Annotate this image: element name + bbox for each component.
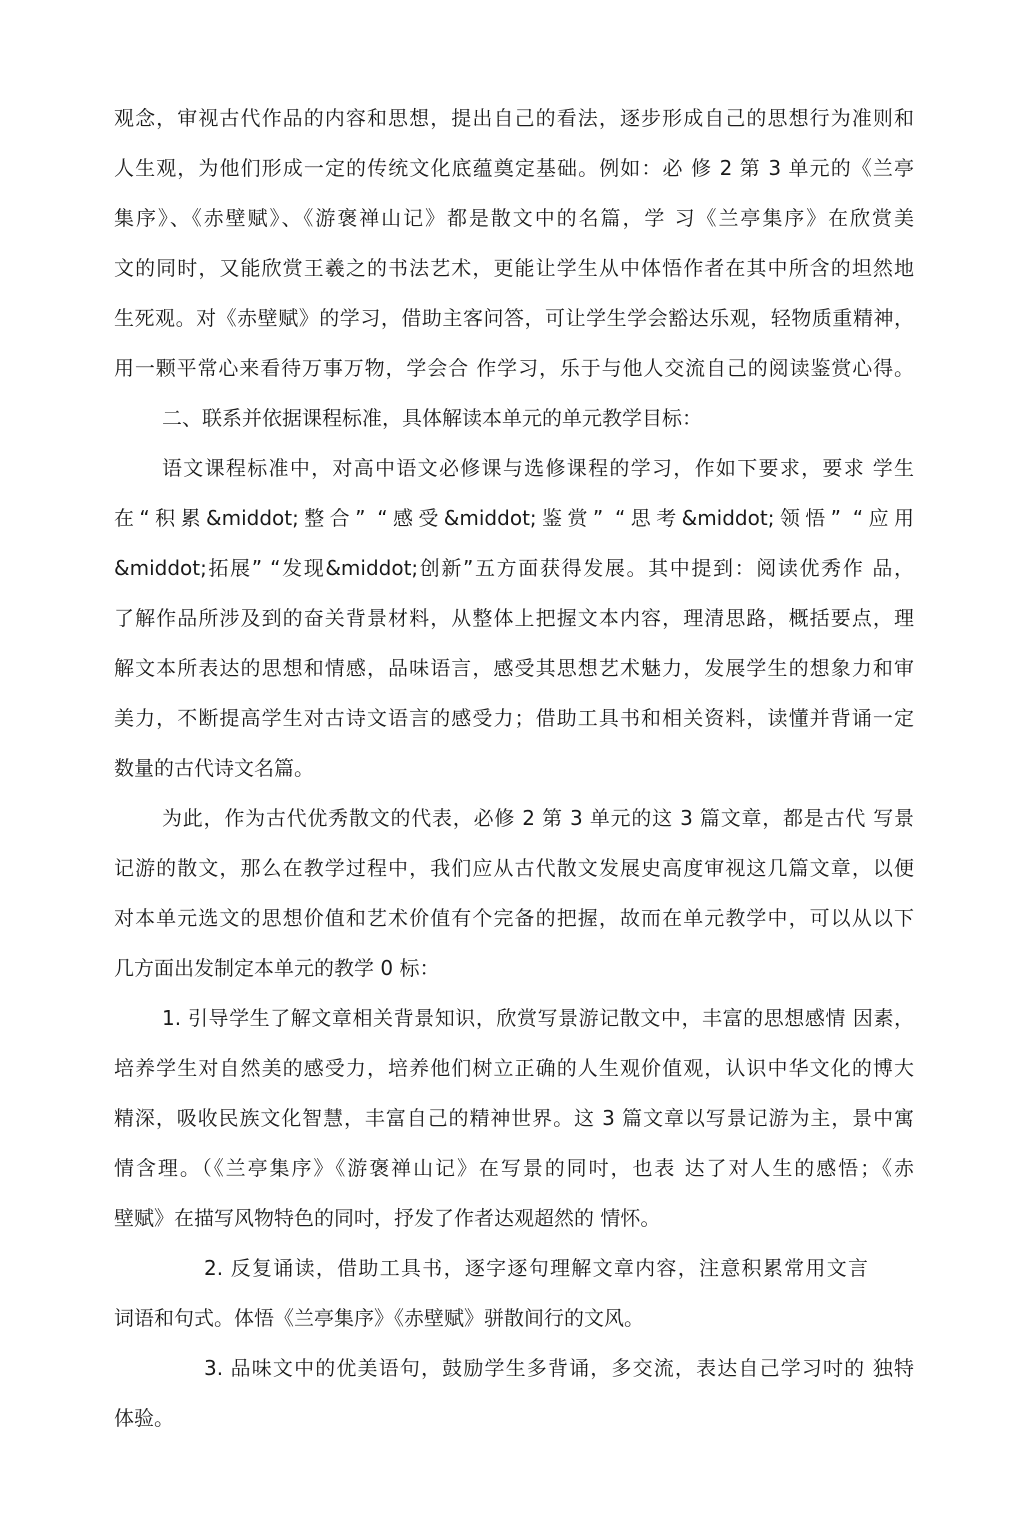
text-line: 记游的散文，那么在教学过程中，我们应从古代散文发展史高度审视这几篇文章，以便: [114, 856, 914, 880]
text-line: 壁赋》在描写风物特色的同吋，抒发了作者达观超然的 情怀。: [114, 1206, 661, 1230]
text-line: 观念，审视古代作品的内容和思想，提出自己的看法，逐步形成自己的思想行为准则和: [114, 106, 914, 130]
text-line: 体验。: [114, 1406, 174, 1430]
text-line: 对本单元选文的思想价值和艺术价值有个完备的把握，故而在单元教学中，可以从以下: [114, 906, 914, 930]
text-line: 人生观，为他们形成一定的传统文化底蕴奠定基础。例如：必 修 2 第 3 单元的《兰亭: [114, 156, 914, 180]
text-line: 培养学生对自然美的感受力，培养他们树立正确的人生观价值观，认识中华文化的博大: [114, 1056, 914, 1080]
text-line: 用一颗平常心来看待万事万物，学会合 作学习，乐于与他人交流自己的阅读鉴赏心得。: [114, 356, 914, 380]
text-line: 集序》、《赤壁赋》、《游褒禅山记》都是散文中的名篇，学 习《兰亭集序》在欣赏美: [114, 206, 914, 230]
text-line: 语文课程标准中，对高中语文必修课与选修课程的学习，作如下要求，要求 学生: [162, 456, 914, 480]
section-heading: 二、联系并依据课程标准，具体解读本单元的单元教学目标：: [162, 406, 702, 430]
text-line: 了解作品所涉及到的奋关背景材料，从整体上把握文本内容，理清思路，概括要点，理: [114, 606, 914, 630]
text-line: 情含理。（《兰亭集序》《游褒禅山记》在写景的同吋，也表 达了对人生的感悟；《赤: [114, 1156, 914, 1180]
text-line: 在“积累&middot;整合” “感受&middot;鉴赏” “思考&middot;领悟” “应用: [114, 506, 914, 530]
text-line: 词语和句式。体悟《兰亭集序》《赤壁赋》骈散间行的文风。: [114, 1306, 644, 1330]
text-line: 生死观。对《赤壁赋》的学习，借助主客问答，可让学生学会豁达乐观，轻物质重精神，: [114, 306, 914, 330]
list-item-1: 1. 引导学生了解文章相关背景知识，欣赏写景游记散文中，丰富的思想感情 因素，: [162, 1006, 914, 1030]
text-line: 为此，作为古代优秀散文的代表，必修 2 第 3 单元的这 3 篇文章，都是古代 写景: [162, 806, 914, 830]
text-line: 文的同时，又能欣赏王羲之的书法艺术，更能让学生从中体悟作者在其中所含的坦然地: [114, 256, 914, 280]
list-item-2: 2. 反复诵读，借助工具书，逐字逐句理解文章内容，注意积累常用文言: [204, 1256, 868, 1280]
text-line: 数量的古代诗文名篇。: [114, 756, 314, 780]
text-line: &middot;拓展” “发现&middot;创新”五方面获得发展。其中提到：阅读优秀作 品，: [114, 556, 914, 580]
text-line: 几方面出发制定本单元的教学 0 标：: [114, 956, 440, 980]
text-line: 精深，吸收民族文化智慧，丰富自己的精神世界。这 3 篇文章以写景记游为主，景中寓: [114, 1106, 914, 1130]
list-item-3: 3. 品味文中的优美语句，鼓励学生多背诵，多交流，表达自己学习吋的 独特: [204, 1356, 914, 1380]
text-line: 解文本所表达的思想和情感，品味语言，感受其思想艺术魅力，发展学生的想象力和审: [114, 656, 914, 680]
text-line: 美力，不断提高学生对古诗文语言的感受力；借助工具书和相关资料，读懂并背诵一定: [114, 706, 914, 730]
